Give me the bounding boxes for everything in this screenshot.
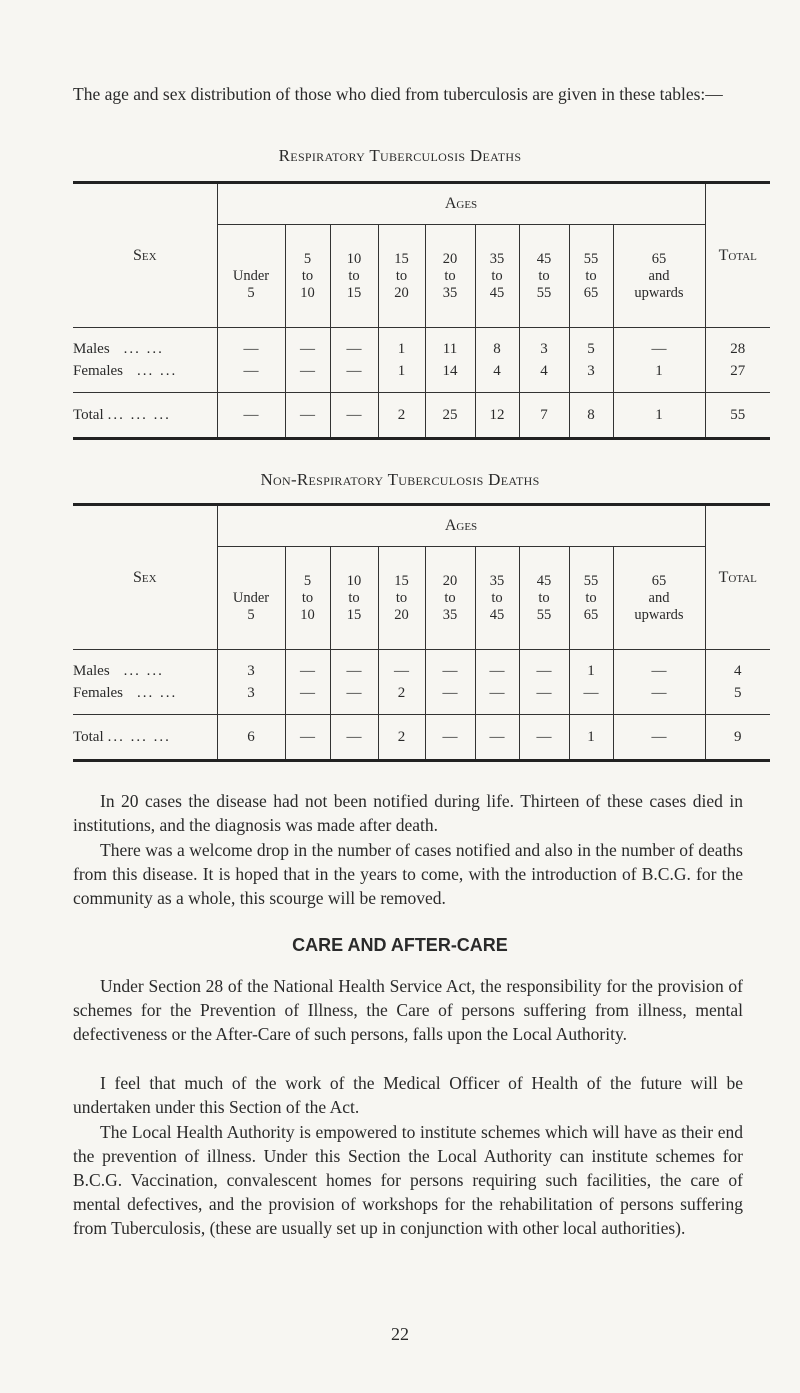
table-cell: —: [330, 328, 378, 361]
age-group-line: 15: [394, 572, 409, 589]
age-group-line: 5: [247, 284, 255, 301]
total-row-label: [73, 393, 217, 439]
age-group-line: 45: [489, 284, 505, 301]
table-row: [73, 682, 770, 715]
row-label-leader: ... ...: [123, 341, 164, 357]
age-group-line: to: [348, 589, 360, 606]
age-group-line: 55: [583, 572, 599, 589]
age-group-header: [613, 225, 705, 328]
total-row-cell: 6: [217, 715, 285, 761]
age-group-line: upwards: [634, 284, 684, 301]
table-cell: —: [217, 328, 285, 361]
age-group-line: upwards: [634, 606, 684, 623]
age-group-line: to: [444, 589, 456, 606]
intro-paragraph: The age and sex distribution of those who died from tuberculosis are given in these tables:—: [73, 84, 723, 104]
age-group-line: 15: [346, 606, 362, 623]
age-group-line: 55: [536, 606, 552, 623]
age-group-line: 20: [394, 284, 409, 301]
age-group-line: 15: [394, 250, 409, 267]
non-respiratory-deaths-table: [73, 503, 770, 762]
total-row-leader: ... ... ...: [107, 407, 171, 423]
age-group-line: 55: [583, 250, 599, 267]
table-cell: 3: [569, 360, 613, 393]
age-group-header: [330, 547, 378, 650]
age-group-line: and: [648, 267, 670, 284]
age-group-line: 10: [346, 250, 362, 267]
table-cell: —: [285, 360, 330, 393]
age-group-line: to: [585, 267, 597, 284]
row-label-leader: ... ...: [137, 363, 178, 379]
table-cell: —: [519, 650, 569, 683]
total-row-cell: —: [425, 715, 475, 761]
total-row: [73, 393, 770, 439]
age-group-line: 35: [489, 250, 505, 267]
total-row-cell: 2: [378, 715, 425, 761]
table-cell: —: [285, 682, 330, 715]
paragraph-local-authority: The Local Health Authority is empowered to institute schemes which will have as their end the prevention of illness. Under this Section the Local Authority can institute schemes for B.C.G. Vaccination, convalescent homes for persons requiring such facilities, the care of mental defectives, and the provision of workshops for the rehabilitation of persons suffering from Tuberculosis, (these are usually set up in conjunction with other local authorities).: [73, 1122, 743, 1238]
total-row-cell: 25: [425, 393, 475, 439]
age-group-line: 5: [303, 250, 312, 267]
age-group-line: to: [395, 267, 408, 284]
total-row-cell: 8: [569, 393, 613, 439]
ages-header: Ages: [217, 505, 705, 547]
age-group-header: [569, 225, 613, 328]
age-group-header: [217, 547, 285, 650]
age-group-line: 20: [442, 250, 458, 267]
page-number: 22: [391, 1324, 409, 1344]
age-group-line: to: [301, 589, 314, 606]
header-row: [73, 505, 770, 547]
age-group-line: to: [538, 589, 550, 606]
age-group-line: 45: [489, 606, 505, 623]
row-label-leader: ... ...: [123, 663, 164, 679]
age-group-line: 65: [651, 572, 667, 589]
table-cell: —: [613, 328, 705, 361]
table-row: [73, 360, 770, 393]
age-group-line: and: [648, 589, 670, 606]
header-row: [73, 183, 770, 225]
care-section-title: CARE AND AFTER-CARE: [292, 935, 508, 955]
respiratory-deaths-table: [73, 181, 770, 440]
paragraph-section-28: Under Section 28 of the National Health Service Act, the responsibility for the provision of schemes for the Prevention of Illness, the Care of persons suffering from illness, mental defectiveness or the After-Care of such persons, falls upon the Local Authority.: [73, 976, 743, 1044]
sex-header: Sex: [73, 505, 217, 650]
age-group-line: 35: [442, 284, 458, 301]
age-group-line: to: [395, 589, 408, 606]
age-group-line: Under: [232, 589, 270, 606]
age-group-line: to: [348, 267, 360, 284]
age-group-line: 20: [394, 606, 409, 623]
table-cell: 2: [378, 682, 425, 715]
table-cell: 1: [378, 328, 425, 361]
age-group-line: 5: [303, 572, 312, 589]
table-cell: —: [475, 682, 519, 715]
row-label-leader: ... ...: [137, 685, 178, 701]
total-header: Total: [705, 183, 770, 328]
table-cell: 1: [378, 360, 425, 393]
age-group-line: 20: [442, 572, 458, 589]
age-group-line: 45: [536, 250, 552, 267]
age-group-header: [378, 547, 425, 650]
table-cell: —: [285, 328, 330, 361]
age-group-header: [378, 225, 425, 328]
row-label: [73, 650, 217, 683]
age-group-line: 65: [583, 606, 599, 623]
age-group-line: Under: [232, 267, 270, 284]
total-row-label-text: Total: [73, 729, 104, 745]
age-group-line: 35: [489, 572, 505, 589]
non-respiratory-table-title: Non-Respiratory Tuberculosis Deaths: [260, 470, 540, 489]
grand-total-cell: 55: [705, 393, 770, 439]
table-cell: —: [378, 650, 425, 683]
row-label-text: Females: [73, 685, 123, 701]
table-cell: 3: [519, 328, 569, 361]
age-group-line: to: [491, 589, 503, 606]
paragraph-notification: In 20 cases the disease had not been notified during life. Thirteen of these cases died in institutions, and the diagnosis was made after death.: [73, 791, 743, 835]
age-group-line: to: [491, 267, 503, 284]
age-group-header: [425, 225, 475, 328]
age-group-line: 5: [247, 606, 255, 623]
table-cell: 8: [475, 328, 519, 361]
total-header: Total: [705, 505, 770, 650]
age-group-header: [475, 225, 519, 328]
table-cell: —: [217, 360, 285, 393]
age-group-header: [285, 547, 330, 650]
age-group-line: 15: [346, 284, 362, 301]
table-row: [73, 650, 770, 683]
row-total-cell: 27: [705, 360, 770, 393]
total-row-cell: 7: [519, 393, 569, 439]
row-label: [73, 360, 217, 393]
age-group-line: 35: [442, 606, 458, 623]
table-row: [73, 328, 770, 361]
row-label: [73, 682, 217, 715]
table-cell: —: [569, 682, 613, 715]
age-group-header: [217, 225, 285, 328]
table-cell: 1: [569, 650, 613, 683]
row-total-cell: 4: [705, 650, 770, 683]
age-group-line: to: [538, 267, 550, 284]
age-group-line: 10: [300, 284, 315, 301]
table-cell: 4: [519, 360, 569, 393]
row-label-text: Males: [73, 663, 110, 679]
age-group-header: [569, 547, 613, 650]
table-cell: —: [613, 682, 705, 715]
total-row-cell: 2: [378, 393, 425, 439]
table-cell: —: [330, 650, 378, 683]
total-row-cell: 1: [569, 715, 613, 761]
table-cell: —: [285, 650, 330, 683]
age-group-header: [613, 547, 705, 650]
total-row-cell: —: [330, 715, 378, 761]
respiratory-table-title: Respiratory Tuberculosis Deaths: [278, 146, 522, 165]
table-cell: —: [425, 682, 475, 715]
table-cell: 5: [569, 328, 613, 361]
age-group-line: 65: [583, 284, 599, 301]
total-row: [73, 715, 770, 761]
table-cell: —: [519, 682, 569, 715]
age-group-header: [285, 225, 330, 328]
row-label-text: Females: [73, 363, 123, 379]
total-row-label: [73, 715, 217, 761]
row-total-cell: 28: [705, 328, 770, 361]
age-group-header: [475, 547, 519, 650]
age-group-line: to: [585, 589, 597, 606]
age-group-line: 10: [300, 606, 315, 623]
table-cell: 14: [425, 360, 475, 393]
age-group-line: to: [301, 267, 314, 284]
total-row-cell: —: [519, 715, 569, 761]
row-label-text: Males: [73, 341, 110, 357]
total-row-cell: 12: [475, 393, 519, 439]
table-cell: —: [475, 650, 519, 683]
table-cell: 11: [425, 328, 475, 361]
age-group-line: 45: [536, 572, 552, 589]
age-group-header: [519, 225, 569, 328]
total-row-cell: 1: [613, 393, 705, 439]
total-row-label-text: Total: [73, 407, 104, 423]
age-group-header: [519, 547, 569, 650]
paragraph-bcg: There was a welcome drop in the number of cases notified and also in the number of deaths from this disease. It is hoped that in the years to come, with the introduction of B.C.G. for the community as a whole, this scourge will be removed.: [73, 840, 743, 908]
table-cell: 3: [217, 682, 285, 715]
age-group-line: [218, 573, 285, 590]
age-group-line: 55: [536, 284, 552, 301]
row-label: [73, 328, 217, 361]
paragraph-medical-officer: I feel that much of the work of the Medical Officer of Health of the future will be undertaken under this Section of the Act.: [73, 1073, 743, 1117]
table-cell: 3: [217, 650, 285, 683]
ages-header: Ages: [217, 183, 705, 225]
age-group-header: [330, 225, 378, 328]
row-total-cell: 5: [705, 682, 770, 715]
table-cell: —: [425, 650, 475, 683]
table-cell: —: [613, 650, 705, 683]
sex-header: Sex: [73, 183, 217, 328]
table-cell: —: [330, 360, 378, 393]
total-row-cell: —: [217, 393, 285, 439]
age-group-line: to: [444, 267, 456, 284]
age-group-line: 10: [346, 572, 362, 589]
table-cell: —: [330, 682, 378, 715]
age-group-line: 65: [651, 250, 667, 267]
table-cell: 1: [613, 360, 705, 393]
age-group-header: [425, 547, 475, 650]
total-row-cell: —: [285, 393, 330, 439]
total-row-cell: —: [330, 393, 378, 439]
total-row-cell: —: [285, 715, 330, 761]
total-row-cell: —: [613, 715, 705, 761]
table-cell: 4: [475, 360, 519, 393]
grand-total-cell: 9: [705, 715, 770, 761]
total-row-leader: ... ... ...: [107, 729, 171, 745]
age-group-line: [218, 251, 285, 268]
total-row-cell: —: [475, 715, 519, 761]
